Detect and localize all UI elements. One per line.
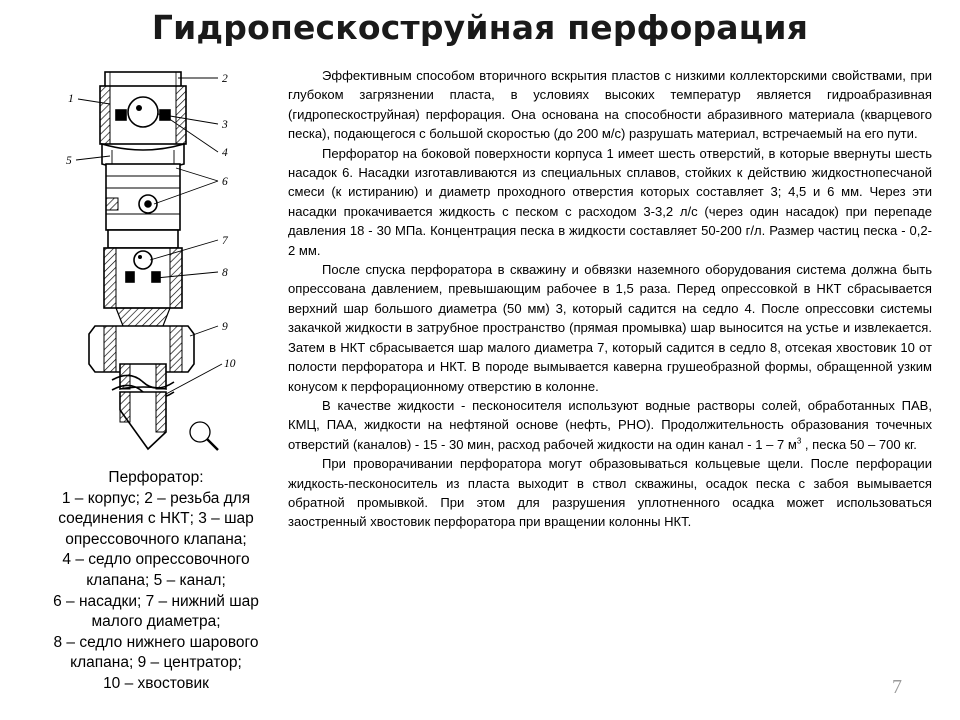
figure-caption (22, 468, 290, 695)
seat-4-left (116, 110, 126, 120)
label-1: 1 (68, 93, 74, 105)
paragraph-4-end: , песка 50 – 700 кг. (801, 436, 917, 452)
label-5: 5 (66, 155, 72, 167)
caption-line: 6 – насадки; 7 – нижний шар (53, 592, 259, 610)
seat-8-right (152, 272, 160, 282)
caption-line: 10 – хвостовик (103, 674, 209, 692)
paragraph-4-start: В качестве жидкости - песконосителя используют водные растворы солей, обработанных ПАВ, КМЦ, ПАА, жидкости на нефтяной основе (нефть, РНО). Продолжительность образования точечных отверстий (каналов) - 15 - 30 мин, расход рабочей жидкости на один канал - 1 – 7 м (288, 397, 932, 452)
caption-line: клапана; 9 – центратор; (70, 654, 242, 672)
label-9: 9 (222, 321, 228, 333)
perforator-svg (50, 64, 270, 464)
label-3: 3 (222, 119, 228, 131)
paragraph-3: После спуска перфоратора в скважину и обвязки наземного оборудования система должна быть опрессована давлением, превышающим рабочее в 1,5 раза. Перед опрессовкой в НКТ сбрасывается верхний шар большого диаметра (50 мм) 3, который садится на седло 4. После опрессовки системы закачкой жидкости в затрубное пространство (прямая промывка) шар выносится на устье и извлекается. Затем в НКТ сбрасывается шар малого диаметра 7, который садится в седло 8, отсекая хвостовик 10 от полости перфоратора и НКТ. В породе вымывается каверна грушеобразной формы, обращенной узким конусом к перфорационному отверстию в колонне. (288, 262, 932, 394)
seat-8-left (126, 272, 134, 282)
label-4: 4 (222, 147, 228, 159)
label-2: 2 (222, 73, 228, 85)
label-10: 10 (224, 358, 236, 370)
perforator-drawing (50, 64, 270, 464)
paragraph-4 (288, 396, 932, 454)
paragraph-5: При проворачивании перфоратора могут образовываться кольцевые щели. После перфорации жидкость-песконоситель из пласта выходит в ствол скважины, осадок песка с забоя вымывается обратной промывкой. При этом для разрушения уплотненного осадка может использоваться заостренный хвостовик перфоратора при вращении колонны НКТ. (288, 456, 932, 530)
paragraph-2: Перфоратор на боковой поверхности корпуса 1 имеет шесть отверстий, в которые ввернуты шесть насадок 6. Насадки изготавливаются из специальных сплавов, стойких к действию жидкостнопесчаной смеси (к истиранию) и диаметр проходного отверстия которых составляет 3; 4,5 и 6 мм. Через эти насадки прокачивается жидкость с песком с расходом 3-3,2 л/с (через один насадок) при перепаде давления 18 - 30 МПа. Концентрация песка в жидкости составляет 50-200 г/л. Размер частиц песка - 0,2-2 мм. (288, 145, 932, 258)
upper-ball-shape (128, 97, 158, 127)
caption-line: 1 – корпус; 2 – резьба для (61, 489, 251, 507)
label-8: 8 (222, 267, 228, 279)
label-7: 7 (222, 235, 228, 247)
caption-line: 8 – седло нижнего шарового (53, 633, 259, 651)
caption-line: соединения с НКТ; 3 – шар (58, 510, 254, 528)
lower-ball-shape (134, 251, 152, 269)
slide-title: Гидропескоструйная перфорация (151, 8, 809, 47)
body-text (288, 66, 932, 532)
cubic-superscript: 3 (796, 436, 802, 446)
slide-number: 7 (892, 676, 902, 698)
paragraph-1: Эффективным способом вторичного вскрытия пластов с низкими коллекторскими свойствами, при глубоком загрязнении пласта, в условиях высоких температур является гидроабразивная (гидропескоструйная) перфорация. Она основана на способности абразивного материала (кварцевого песка), подающегося с большой скоростью (до 200 м/с) разрушать материал, встречаемый на его пути. (288, 68, 932, 142)
caption-line: опрессовочного клапана; (65, 530, 247, 548)
caption-line: 4 – седло опрессовочного (62, 551, 250, 569)
caption-line: малого диаметра; (91, 613, 221, 631)
label-6: 6 (222, 176, 228, 188)
caption-line: клапана; 5 – канал; (86, 571, 226, 589)
caption-heading: Перфоратор: (108, 469, 204, 486)
